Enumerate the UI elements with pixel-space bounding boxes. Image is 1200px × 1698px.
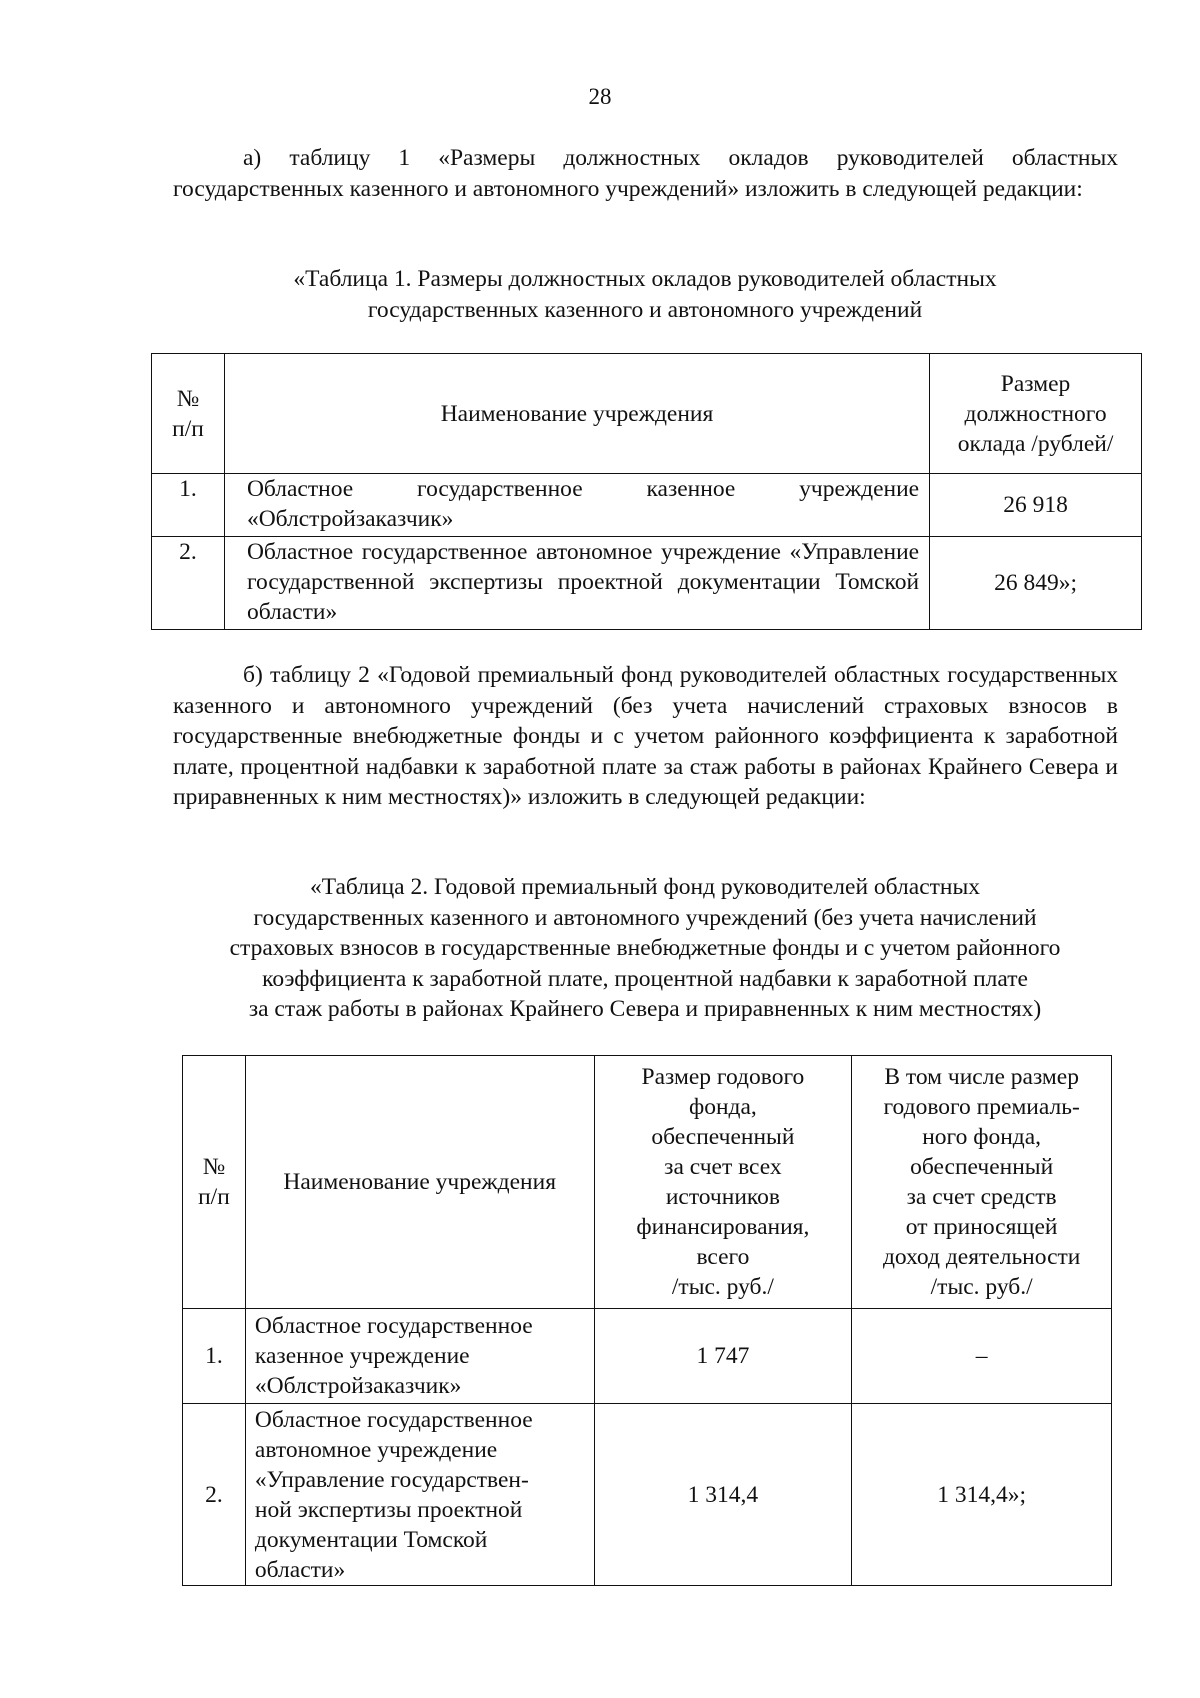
header-text: фонда, bbox=[688, 1094, 757, 1120]
name-line: документации Томской bbox=[254, 1526, 488, 1553]
table1-header-num bbox=[152, 354, 225, 474]
table-row bbox=[183, 1309, 1112, 1404]
fund-total-value: 1 747 bbox=[594, 1309, 852, 1404]
table2-caption-line: государственных казенного и автономного учреждений (без учета начислений bbox=[253, 904, 1037, 931]
table2-caption bbox=[150, 872, 1140, 1025]
intro-b-text: б) таблицу 2 «Годовой премиальный фонд руководителей областных государственных казенного и автономного учреждений (без учета начислений страховых взносов в государственные внебюджетные фонды и с учетом районного коэффициента к заработной плате, процентной надбавки к заработной плате за стаж работы в районах Крайнего Севера и приравненных к ним местностях)» изложить в следующей редакции: bbox=[173, 662, 1118, 810]
intro-paragraph-a bbox=[173, 143, 1118, 204]
header-text: доход деятельности bbox=[882, 1244, 1081, 1270]
header-text: № bbox=[202, 1154, 226, 1180]
institution-name: Областное государственное казенное учреждение «Облстройзаказчик» bbox=[224, 474, 929, 537]
row-num: 1. bbox=[183, 1309, 246, 1404]
table-row bbox=[152, 474, 1142, 537]
salary-value: 26 918 bbox=[930, 474, 1142, 537]
header-text: должностного bbox=[964, 400, 1107, 427]
table2-header-income bbox=[852, 1056, 1112, 1309]
header-text: Размер годового bbox=[641, 1064, 805, 1090]
salary-value: 26 849»; bbox=[930, 537, 1142, 630]
institution-name bbox=[245, 1404, 594, 1586]
name-line: ной экспертизы проектной bbox=[254, 1496, 523, 1523]
header-text: всего bbox=[696, 1244, 750, 1270]
header-text: источников bbox=[665, 1184, 780, 1210]
header-text: Размер bbox=[1000, 370, 1071, 397]
header-text: /тыс. руб./ bbox=[930, 1274, 1033, 1300]
intro-paragraph-b bbox=[173, 660, 1118, 813]
intro-a-text: а) таблицу 1 «Размеры должностных окладов руководителей областных государственных казенного и автономного учреждений» изложить в следующей редакции: bbox=[173, 145, 1118, 202]
fund-total-value: 1 314,4 bbox=[594, 1404, 852, 1586]
fund-income-value: 1 314,4»; bbox=[852, 1404, 1112, 1586]
header-text: оклада /рублей/ bbox=[957, 430, 1114, 457]
header-text: ного фонда, bbox=[922, 1124, 1042, 1150]
name-line: казенное учреждение bbox=[254, 1343, 470, 1369]
header-text: за счет всех bbox=[664, 1154, 782, 1180]
name-line: Областное государственное bbox=[254, 1313, 533, 1339]
table2-caption-line: коэффициента к заработной плате, процентной надбавки к заработной плате bbox=[262, 965, 1028, 992]
table1-header-salary bbox=[930, 354, 1142, 474]
header-text: обеспеченный bbox=[651, 1124, 795, 1150]
institution-name: Областное государственное автономное учреждение «Управление государственной экспертизы проектной документации Томской области» bbox=[224, 537, 929, 630]
header-text: от приносящей bbox=[905, 1214, 1058, 1240]
row-num: 2. bbox=[152, 537, 225, 630]
table2-header-total bbox=[594, 1056, 852, 1309]
fund-income-value: – bbox=[852, 1309, 1112, 1404]
table1-caption bbox=[150, 264, 1140, 325]
name-line: Областное государственное bbox=[254, 1406, 533, 1433]
header-text: п/п bbox=[172, 415, 204, 442]
table2-caption-line: за стаж работы в районах Крайнего Севера и приравненных к ним местностях) bbox=[248, 996, 1042, 1022]
row-num: 1. bbox=[152, 474, 225, 537]
header-text: за счет средств bbox=[906, 1184, 1057, 1210]
table2-header-row bbox=[183, 1056, 1112, 1309]
name-line: «Управление государствен- bbox=[254, 1466, 529, 1493]
table1-header-name: Наименование учреждения bbox=[224, 354, 929, 474]
table2 bbox=[182, 1055, 1112, 1586]
table1-caption-line: государственных казенного и автономного учреждений bbox=[367, 296, 923, 323]
row-num: 2. bbox=[183, 1404, 246, 1586]
table1-header-row bbox=[152, 354, 1142, 474]
name-line: автономное учреждение bbox=[254, 1436, 498, 1463]
header-text: финансирования, bbox=[636, 1214, 810, 1240]
header-text: В том числе размер bbox=[884, 1064, 1079, 1090]
name-line: «Облстройзаказчик» bbox=[254, 1373, 462, 1399]
table2-caption-line: «Таблица 2. Годовой премиальный фонд руководителей областных bbox=[309, 874, 981, 900]
table2-header-name: Наименование учреждения bbox=[245, 1056, 594, 1309]
header-text: обеспеченный bbox=[910, 1154, 1054, 1180]
table2-caption-line: страховых взносов в государственные внебюджетные фонды и с учетом районного bbox=[229, 935, 1061, 961]
header-text: п/п bbox=[198, 1184, 230, 1210]
table-row bbox=[152, 537, 1142, 630]
page-number: 28 bbox=[588, 84, 612, 109]
header-text: /тыс. руб./ bbox=[671, 1274, 774, 1300]
table1 bbox=[151, 353, 1142, 630]
table2-header-num bbox=[183, 1056, 246, 1309]
table1-caption-line: «Таблица 1. Размеры должностных окладов руководителей областных bbox=[293, 266, 997, 292]
table-row bbox=[183, 1404, 1112, 1586]
header-text: годового премиаль- bbox=[883, 1094, 1080, 1120]
header-text: № bbox=[176, 385, 200, 412]
name-line: области» bbox=[254, 1556, 346, 1583]
institution-name bbox=[245, 1309, 594, 1404]
